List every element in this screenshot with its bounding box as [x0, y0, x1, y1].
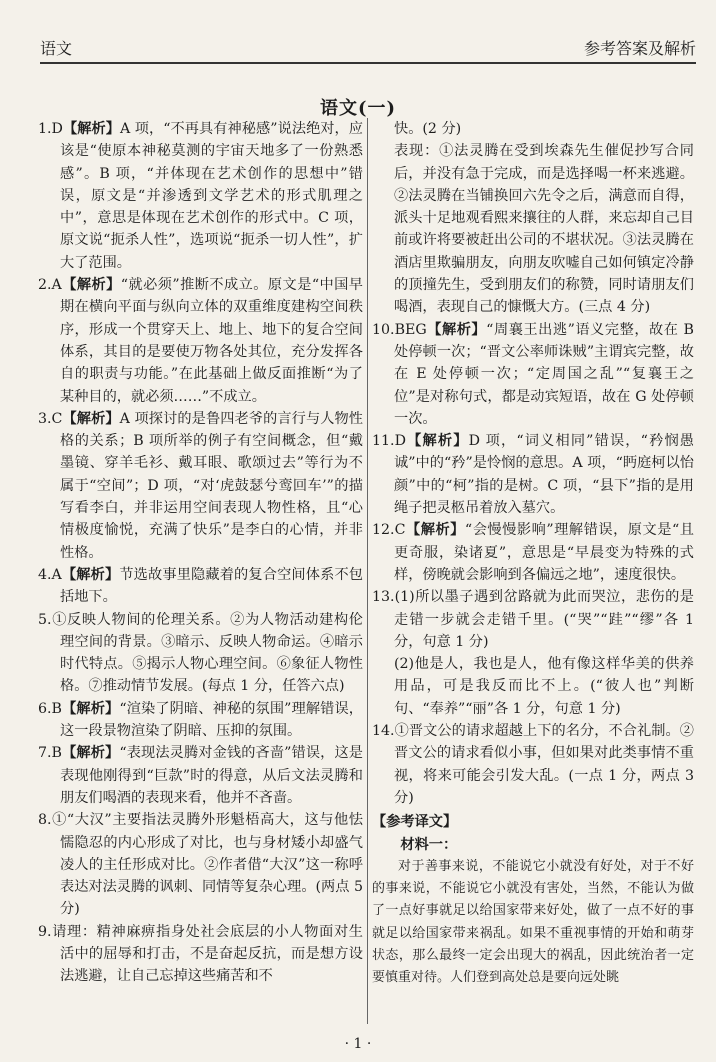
page-number: · 1 · [344, 1036, 372, 1052]
answer-letter: BEG [394, 321, 427, 338]
answer-number: 5. [38, 611, 52, 628]
answer-letter: C [51, 410, 63, 427]
section-title: 语文(一) [319, 98, 397, 119]
page-header [40, 20, 696, 60]
answer-text: “周襄王出逃”语义完整，故在 B 处停顿一次；“晋文公率师诛贼”主谓宾完整，故在 E 处停顿一次；“定周国之乱”“复襄王之位”是对称句式，都是动宾短语，故在 G 处停顿一次。 [394, 321, 699, 427]
answer-item [372, 319, 699, 430]
answer-number: 10. [372, 321, 395, 338]
answer-text: “会慢慢影响”理解错误，原文是“且更奇服，染诸夏”，意思是“早晨变为特殊的式样，傍晚就会影响到各偏远之地”，速度很快。 [394, 522, 694, 583]
subject-label: 语文 [40, 39, 73, 58]
answer-number: 13. [372, 589, 395, 606]
answer-text: ①晋文公的请求超越上下的名分，不合礼制。②晋文公的请求看似小事，但如果对此类事情不重视，将来可能会引发大乱。(一点 1 分，两点 3 分) [394, 723, 699, 806]
header-title: 参考答案及解析 [583, 39, 696, 58]
answer-letter: B [51, 745, 62, 762]
answer-number: 1. [38, 121, 52, 137]
analysis-tag: 【解析】 [61, 700, 120, 717]
answer-letter: A [51, 566, 62, 583]
answer-number: 9. [38, 923, 52, 940]
answer-continuation: 表现：①法灵腾在受到埃森先生催促抄写合同后，并没有急于完成，而是选择喝一杯来逃避。②法灵腾在当铺换回六先令之后，满意而自得，派头十足地观看熙来攘往的人群，来忘却自己目前或许将要被赶出公司的不堪状况。③法灵腾在酒店里欺骗朋友，向朋友吹嘘自己如何镇定冷静的顶撞先生，受到朋友们的称赞，同时请朋友们喝酒，表现自己的慷慨大方。(三点 4 分) [394, 143, 694, 316]
left-column [38, 118, 368, 1024]
answer-item [38, 609, 363, 698]
answer-text: 请理：精神麻痹指身处社会底层的小人物面对生活中的屈辱和打击，不是奋起反抗，而是想方设法逃避，让自己忘掉这些痛苦和不 [51, 923, 363, 985]
answer-number: 12. [372, 522, 395, 539]
analysis-tag: 【解析】 [61, 277, 121, 294]
answer-item [38, 564, 363, 609]
answer-text: A 项探讨的是鲁四老爷的言行与人物性格的关系；B 项所举的例子有空间概念，但“戴墨镜、穿羊毛衫、戴耳眼、歌颂过去”等行为不属于“空间”；D 项，“对‘虎鼓瑟兮鸾回车’”的描写看李白，并非运用空间表现人物性格，且“心情极度愉悦，充满了快乐”是李白的心情，并非性格。 [60, 410, 363, 561]
answer-letter: A [51, 277, 62, 294]
answer-letter: B [51, 700, 62, 717]
answer-number: 14. [372, 723, 395, 740]
answer-text: 节选故事里隐藏着的复合空间体系不包括地下。 [60, 566, 363, 606]
analysis-tag: 【解析】 [62, 121, 120, 137]
answer-item [38, 118, 363, 274]
answer-text: ①反映人物间的伦理关系。②为人物活动建构伦理空间的背景。③暗示、反映人物命运。④暗示时代特点。⑤揭示人物心理空间。⑥象征人物性格。⑦推动情节发展。(每点 1 分，任答六点) [51, 611, 363, 695]
answer-number: 4. [38, 566, 52, 583]
answer-text: “表现法灵腾对金钱的吝啬”错误，这是表现他刚得到“巨款”时的得意，从后文法灵腾和朋友们喝酒的表现来看，他并不吝啬。 [60, 745, 363, 806]
header-rule [40, 62, 696, 64]
answer-letter: D [394, 433, 406, 450]
answer-item [38, 921, 363, 988]
analysis-tag: 【解析】 [61, 745, 120, 762]
reference-heading: 【参考译文】 [372, 814, 458, 831]
answer-item [38, 274, 363, 408]
answer-item [372, 519, 694, 586]
right-column [372, 118, 699, 1024]
answer-continuation: (2)他是人，我也是人，他有像这样华美的供养用品，可是我反而比不上。(“彼人也”判断句、“奉养”“丽”各 1 分，句意 1 分) [394, 656, 694, 717]
analysis-tag: 【解析】 [62, 410, 120, 427]
analysis-tag: 【解析】 [426, 321, 487, 338]
answer-letter: C [394, 522, 406, 539]
answer-number: 6. [38, 700, 52, 717]
answer-letter: D [51, 121, 63, 137]
answer-number: 7. [38, 745, 52, 762]
answer-item [38, 408, 363, 564]
analysis-tag: 【解析】 [405, 522, 465, 539]
answer-item [372, 586, 699, 653]
answer-text: D 项，“词义相同”错误，“矜悯愚诚”中的“矜”是怜悯的意思。A 项，“眄庭柯以怡颜”中的“柯”指的是树。C 项，“县下”指的是用绳子把灵柩吊着放入墓穴。 [394, 433, 694, 517]
answer-text: ①“大汉”主要指法灵腾外形魁梧高大，这与他怯懦隐忍的内心形成了对比，也与身材矮小却盛气凌人的主任形成对比。②作者借“大汉”这一称呼表达对法灵腾的讽刺、同情等复杂心理。(两点 5 分) [51, 812, 368, 918]
answer-number: 8. [38, 812, 52, 829]
answer-text: A 项，“不再具有神秘感”说法绝对，应该是“使原本神秘莫测的宇宙天地多了一份熟悉感”。B 项，“并体现在艺术创作的思想中”错误，原文是“并渗透到文学艺术的形式肌理之中”，意思是体现在艺术创作的形式中。C 项，原文说“扼杀人性”，选项说“扼杀一切人性”，扩大了范围。 [60, 121, 363, 271]
answer-number: 2. [38, 277, 52, 294]
analysis-tag: 【解析】 [61, 566, 120, 583]
answer-continuation: 快。(2 分) [394, 121, 462, 137]
answer-item [372, 720, 699, 809]
answer-text: (1)所以墨子遇到岔路就为此而哭泣，悲伤的是走错一步就会走错千里。(“哭”“跬”“缪”各 1 分，句意 1 分) [394, 589, 699, 650]
column-divider [367, 118, 368, 1024]
answer-text: “就必须”推断不成立。原文是“中国早期在横向平面与纵向立体的双重维度建构空间秩序，形成一个贯穿天上、地上、地下的复合空间体系，其目的是要使万物各处其位，充分发挥各自的职责与功能。”在此基础上做反面推断“为了某种目的，就必须……”不成立。 [60, 277, 363, 405]
answer-item [38, 698, 363, 743]
answer-number: 3. [38, 410, 52, 427]
answer-item [372, 430, 694, 519]
answer-item [38, 809, 368, 920]
reference-text: 对于善事来说，不能说它小就没有好处，对于不好的事来说，不能说它小就没有害处，当然，不能认为做了一点好事就足以给国家带来好处，做了一点不好的事就足以给国家带来祸乱。如果不重视事情的开始和萌芽状态，那么最终一定会出现大的祸乱，因此统治者一定要慎重对待。人们登到高处总是要向远处眺 [372, 858, 694, 986]
analysis-tag: 【解析】 [405, 433, 469, 450]
answer-text: “渲染了阴暗、神秘的氛围”理解错误，这一段景物渲染了阴暗、压抑的氛围。 [60, 700, 363, 740]
reference-subheading: 材料一： [400, 836, 458, 853]
answer-item [38, 742, 363, 809]
answer-number: 11. [372, 433, 395, 450]
